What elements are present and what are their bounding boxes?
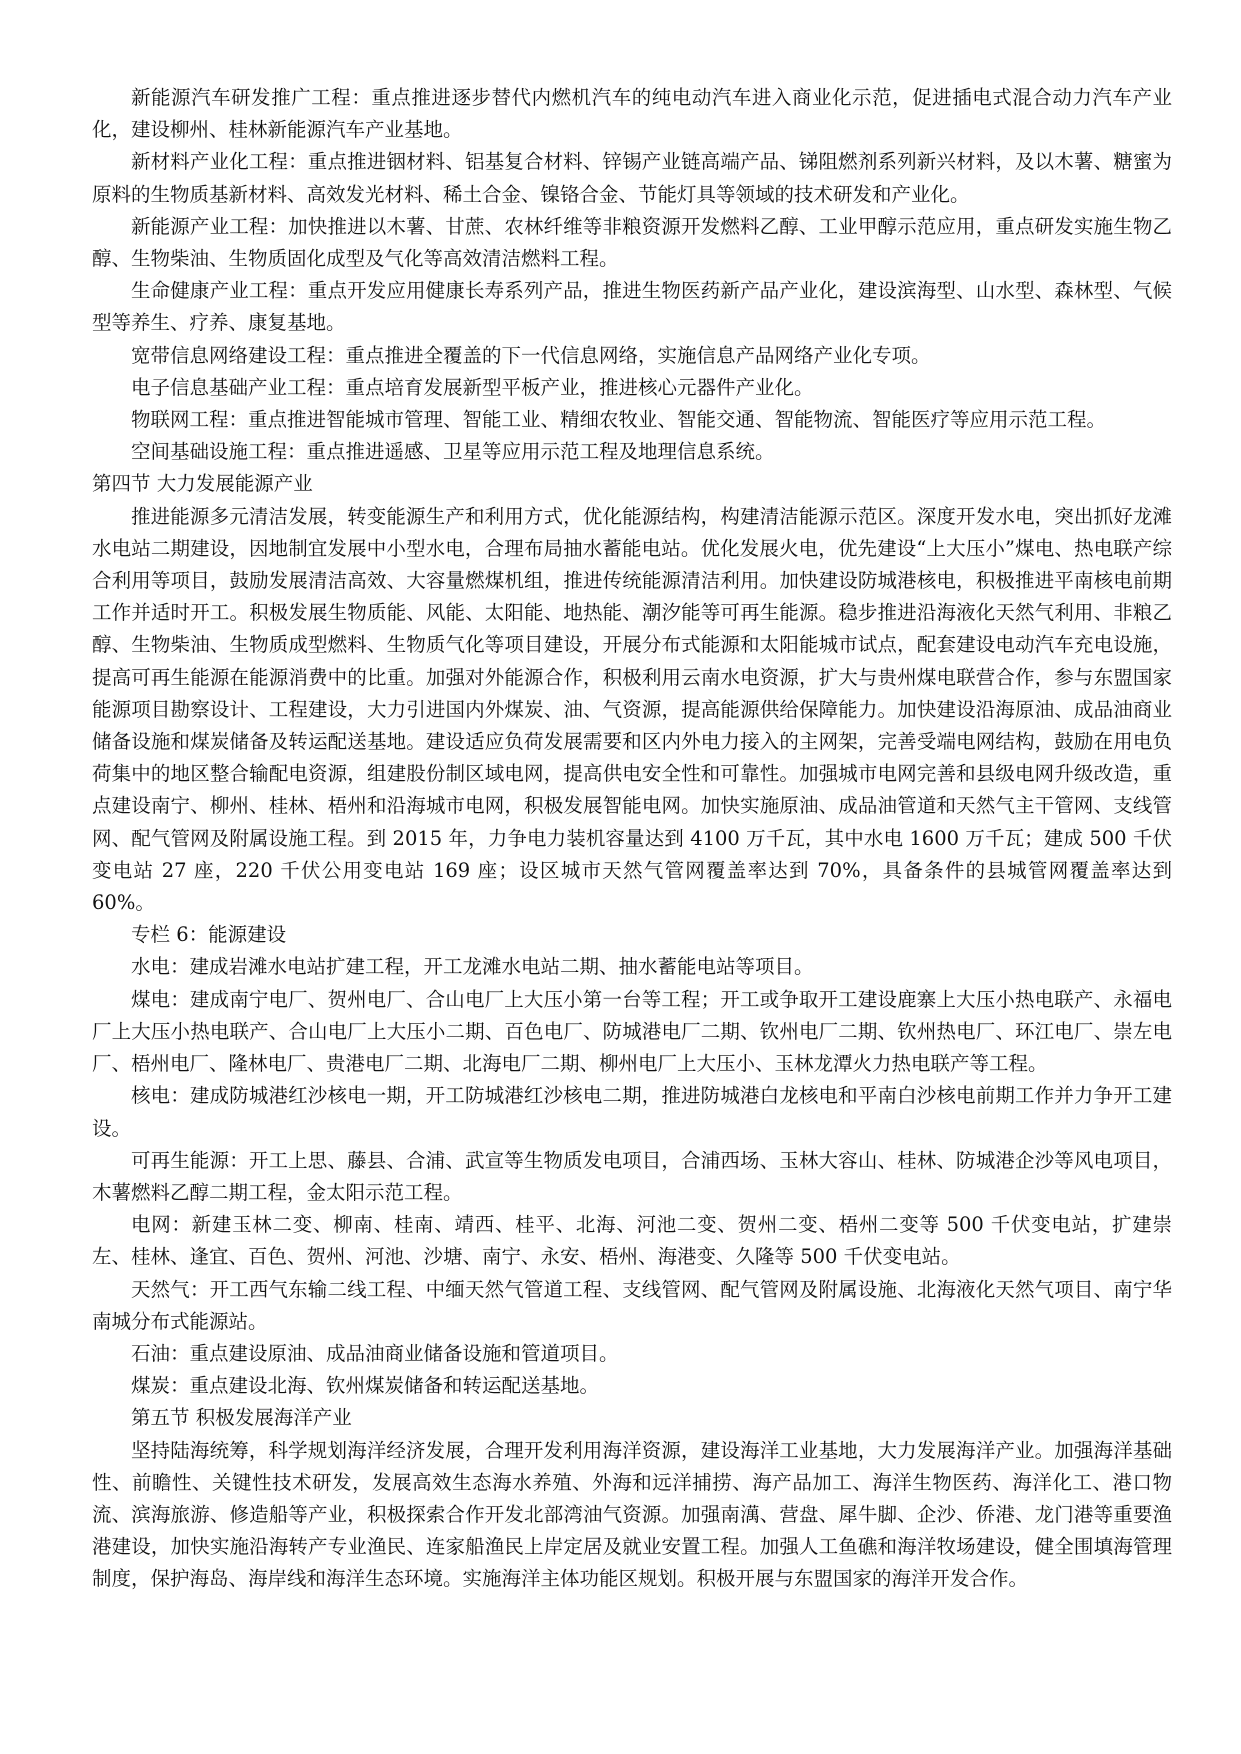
paragraph-nuclear: 核电：建成防城港红沙核电一期，开工防城港红沙核电二期，推进防城港白龙核电和平南白沙核电前期工作并力争开工建设。 bbox=[92, 1084, 1172, 1140]
paragraph-grid: 电网：新建玉林二变、柳南、桂南、靖西、桂平、北海、河池二变、贺州二变、梧州二变等 500 千伏变电站，扩建崇左、桂林、逢宜、百色、贺州、河池、沙塘、南宁、永安、梧州、海港变、久隆等 500 千伏变电站。 bbox=[92, 1213, 1172, 1269]
paragraph-electronics: 电子信息基础产业工程：重点培育发展新型平板产业，推进核心元器件产业化。 bbox=[131, 375, 814, 399]
paragraph-coal: 煤炭：重点建设北海、钦州煤炭储备和转运配送基地。 bbox=[131, 1374, 600, 1398]
paragraph-coal-power: 煤电：建成南宁电厂、贺州电厂、合山电厂上大压小第一台等工程；开工或争取开工建设鹿寨上大压小热电联产、永福电厂上大压小热电联产、合山电厂上大压小二期、百色电厂、防城港电厂二期、钦州电厂二期、钦州热电厂、环江电厂、崇左电厂、梧州电厂、隆林电厂、贵港电厂二期、北海电厂二期、柳州电厂上大压小、玉林龙潭火力热电联产等工程。 bbox=[92, 987, 1172, 1076]
section-heading-5: 第五节 积极发展海洋产业 bbox=[131, 1406, 352, 1430]
paragraph-broadband: 宽带信息网络建设工程：重点推进全覆盖的下一代信息网络，实施信息产品网络产业化专项。 bbox=[131, 343, 931, 367]
paragraph-new-materials: 新材料产业化工程：重点推进铟材料、铝基复合材料、锌锡产业链高端产品、锑阻燃剂系列新兴材料，及以木薯、糖蜜为原料的生物质基新材料、高效发光材料、稀土合金、镍铬合金、节能灯具等领域的技术研发和产业化。 bbox=[92, 150, 1172, 206]
paragraph-life-health: 生命健康产业工程：重点开发应用健康长寿系列产品，推进生物医药新产品产业化，建设滨海型、山水型、森林型、气候型等养生、疗养、康复基地。 bbox=[92, 279, 1172, 335]
paragraph-ev-engineering: 新能源汽车研发推广工程：重点推进逐步替代内燃机汽车的纯电动汽车进入商业化示范，促进插电式混合动力汽车产业化，建设柳州、桂林新能源汽车产业基地。 bbox=[92, 86, 1172, 142]
paragraph-marine: 坚持陆海统筹，科学规划海洋经济发展，合理开发利用海洋资源，建设海洋工业基地，大力发展海洋产业。加强海洋基础性、前瞻性、关键性技术研发，发展高效生态海水养殖、外海和远洋捕捞、海产品加工、海洋生物医药、海洋化工、港口物流、滨海旅游、修造船等产业，积极探索合作开发北部湾油气资源。加强南澫、营盘、犀牛脚、企沙、侨港、龙门港等重要渔港建设，加快实施沿海转产专业渔民、连家船渔民上岸定居及就业安置工程。加强人工鱼礁和海洋牧场建设，健全围填海管理制度，保护海岛、海岸线和海洋生态环境。实施海洋主体功能区规划。积极开展与东盟国家的海洋开发合作。 bbox=[92, 1438, 1172, 1591]
paragraph-energy-main: 推进能源多元清洁发展，转变能源生产和利用方式，优化能源结构，构建清洁能源示范区。深度开发水电，突出抓好龙滩水电站二期建设，因地制宜发展中小型水电，合理布局抽水蓄能电站。优化发展火电，优先建设“上大压小”煤电、热电联产综合利用等项目，鼓励发展清洁高效、大容量燃煤机组，推进传统能源清洁利用。加快建设防城港核电，积极推进平南核电前期工作并适时开工。积极发展生物质能、风能、太阳能、地热能、潮汐能等可再生能源。稳步推进沿海液化天然气利用、非粮乙醇、生物柴油、生物质成型燃料、生物质气化等项目建设，开展分布式能源和太阳能城市试点，配套建设电动汽车充电设施，提高可再生能源在能源消费中的比重。加强对外能源合作，积极利用云南水电资源，扩大与贵州煤电联营合作，参与东盟国家能源项目勘察设计、工程建设，大力引进国内外煤炭、油、气资源，提高能源供给保障能力。加快建设沿海原油、成品油商业储备设施和煤炭储备及转运配送基地。建设适应负荷发展需要和区内外电力接入的主网架，完善受端电网结构，鼓励在用电负荷集中的地区整合输配电资源，组建股份制区域电网，提高供电安全性和可靠性。加强城市电网完善和县级电网升级改造，重点建设南宁、柳州、桂林、梧州和沿海城市电网，积极发展智能电网。加快实施原油、成品油管道和天然气主干管网、支线管网、配气管网及附属设施工程。到 2015 年，力争电力装机容量达到 4100 万千瓦，其中水电 1600 万千瓦；建成 500 千伏变电站 27 座，220 千伏公用变电站 169 座；设区城市天然气管网覆盖率达到 70%，具备条件的县城管网覆盖率达到 60%。 bbox=[92, 504, 1172, 915]
section-heading-4: 第四节 大力发展能源产业 bbox=[92, 472, 313, 496]
paragraph-iot: 物联网工程：重点推进智能城市管理、智能工业、精细农牧业、智能交通、智能物流、智能医疗等应用示范工程。 bbox=[131, 408, 1107, 432]
paragraph-new-energy: 新能源产业工程：加快推进以木薯、甘蔗、农林纤维等非粮资源开发燃料乙醇、工业甲醇示范应用，重点研发实施生物乙醇、生物柴油、生物质固化成型及气化等高效清洁燃料工程。 bbox=[92, 214, 1172, 271]
paragraph-natural-gas: 天然气：开工西气东输二线工程、中缅天然气管道工程、支线管网、配气管网及附属设施、北海液化天然气项目、南宁华南城分布式能源站。 bbox=[92, 1277, 1172, 1333]
paragraph-oil: 石油：重点建设原油、成品油商业储备设施和管道项目。 bbox=[131, 1341, 619, 1365]
paragraph-space-infra: 空间基础设施工程：重点推进遥感、卫星等应用示范工程及地理信息系统。 bbox=[131, 440, 775, 464]
paragraph-renewable: 可再生能源：开工上思、藤县、合浦、武宣等生物质发电项目，合浦西场、玉林大容山、桂林、防城港企沙等风电项目，木薯燃料乙醇二期工程，金太阳示范工程。 bbox=[92, 1148, 1172, 1204]
column-title-energy: 专栏 6：能源建设 bbox=[131, 923, 287, 947]
document-page bbox=[92, 82, 1172, 1596]
paragraph-hydro: 水电：建成岩滩水电站扩建工程，开工龙滩水电站二期、抽水蓄能电站等项目。 bbox=[131, 955, 814, 979]
